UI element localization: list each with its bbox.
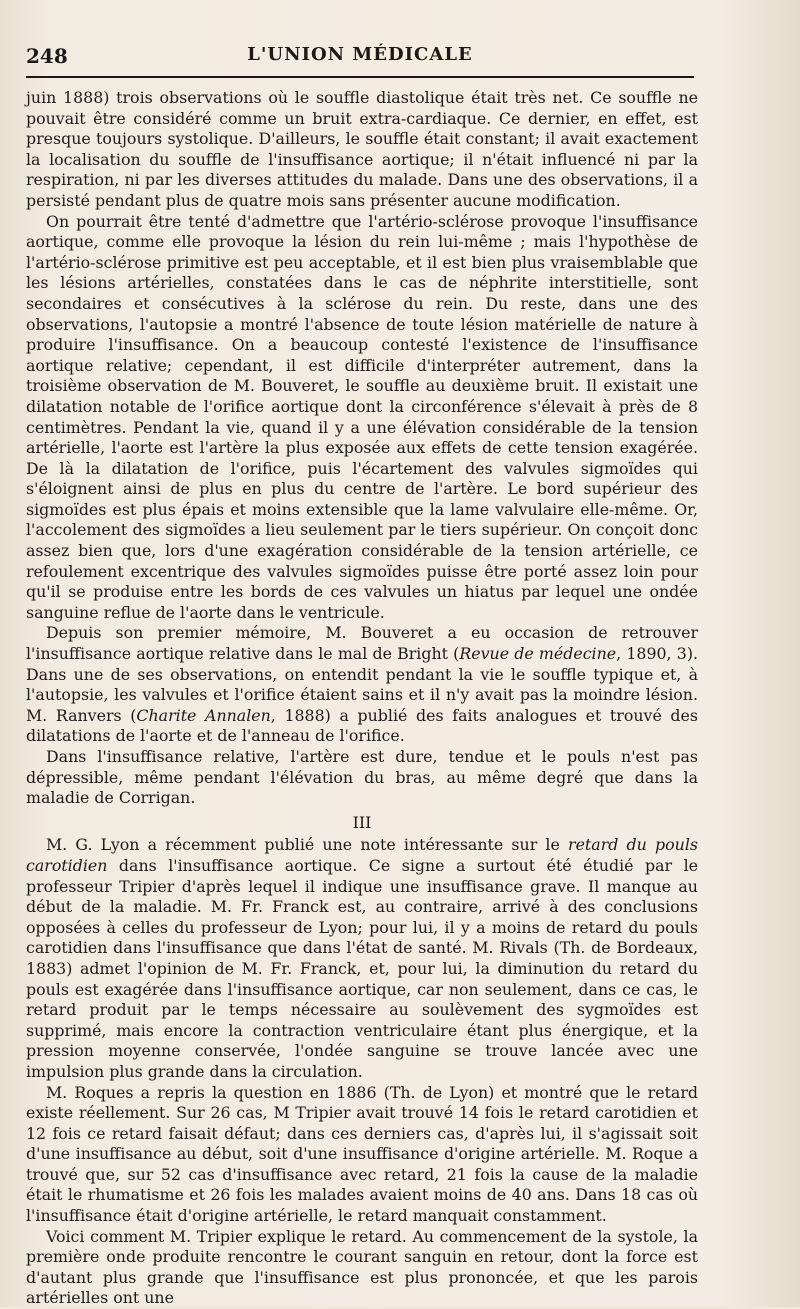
text-run: , 1888) a publié des faits analogues et trouvé des dilatations de l'aorte et de l'anneau de l'orifice.: [26, 705, 698, 746]
article-body: [26, 88, 698, 1309]
text-run: Voici comment M. Tripier explique le retard. Au commencement de la systole, la première onde produite rencontre le courant sanguin en retour, dont la force est d'autant plus grande que l'insuffisance est plus prononcée, et que les parois artérielles ont une: [26, 1226, 698, 1308]
paragraph: [26, 1227, 698, 1309]
paragraph: [26, 623, 698, 747]
text-run: M. G. Lyon a récemment publié une note intéressante sur le: [46, 835, 569, 855]
italic-citation: Charite Annalen: [136, 705, 271, 725]
italic-citation: retard du pouls carotidien: [26, 835, 698, 875]
text-run: juin 1888) trois observations où le souffle diastolique était très net. Ce souffle ne pouvait être considéré comme un bruit extra-cardiaque. Ce dernier, en effet, est presque toujours systolique. D'ailleurs, le souffle était constant; il avait exactement la localisation du souffle de l'insuffisance aortique; il n'était influencé ni par la respiration, ni par les diverses attitudes du malade. Dans une des observations, il a persisté pendant plus de quatre mois sans présenter aucune modification.: [26, 88, 698, 210]
paragraph: [26, 88, 698, 212]
section-number: III: [352, 812, 372, 832]
paragraph: [26, 835, 698, 1082]
header-rule: [26, 76, 694, 78]
text-run: Dans l'insuffisance relative, l'artère est dure, tendue et le pouls n'est pas dépressible, même pendant l'élévation du bras, au même degré que dans la maladie de Corrigan.: [26, 747, 698, 808]
page-number: 248: [26, 44, 68, 68]
italic-citation: Revue de médecine: [459, 644, 617, 664]
text-run: Depuis son premier mémoire, M. Bouveret a eu occasion de retrouver l'insuffisance aortique relative dans le mal de Bright (: [26, 623, 698, 664]
paragraph: [26, 1083, 698, 1227]
text-run: On pourrait être tenté d'admettre que l'artério-sclérose provoque l'insuffisance aortique, comme elle provoque la lésion du rein lui-même ; mais l'hypothèse de l'artério-sclérose primitive est peu acceptable, et il est bien plus vraisemblable que les lésions artérielles, constatées dans le cas de néphrite interstitielle, sont secondaires et consécutives à la sclérose du rein. Du reste, dans une des observations, l'autopsie a montré l'absence de toute lésion matérielle de nature à produire l'insuffisance. On a beaucoup contesté l'existence de l'insuffisance aortique relative; cependant, il est difficile d'interpréter autrement, dans la troisième observation de M. Bouveret, le souffle au deuxième bruit. Il existait une dilatation notable de l'orifice aortique dont la circonférence s'élevait à près de 8 centimètres. Pendant la vie, quand il y a une élévation considérable de la tension artérielle, l'aorte est l'artère la plus exposée aux effets de cette tension exagérée. De là la dilatation de l'orifice, puis l'écartement des valvules sigmoïdes qui s'éloignent ainsi de plus en plus du centre de l'artère. Le bord supérieur des sigmoïdes est plus épais et moins extensible que la lame valvulaire elle-même. Or, l'accolement des sigmoïdes a lieu seulement par le tiers supérieur. On conçoit donc assez bien que, lors d'une exagération considérable de la tension artérielle, ce refoulement excentrique des valvules sigmoïdes puisse être porté assez loin pour qu'il se produise entre les bords de ces valvules un hiatus par lequel une ondée sanguine reflue de l'aorte dans le ventricule.: [26, 211, 698, 622]
paragraph: [26, 747, 698, 809]
text-run: , 1890, 3). Dans une de ses observations, on entendit pendant la vie le souffle typique et, à l'autopsie, les valvules et l'orifice étaient sains et il n'y avait pas la moindre lésion. M. Ranvers (: [26, 644, 699, 725]
text-run: M. Roques a repris la question en 1886 (Th. de Lyon) et montré que le retard existe réellement. Sur 26 cas, M Tripier avait trouvé 14 fois le retard carotidien et 12 fois ce retard faisait défaut; dans ces derniers cas, d'après lui, il s'agissait soit d'une insuffisance au début, soit d'une insuffisance d'origine artérielle. M. Roque a trouvé que, sur 52 cas d'insuffisance avec retard, 21 fois la cause de la maladie était le rhumatisme et 26 fois les malades avaient moins de 40 ans. Dans 18 cas où l'insuffisance était d'origine artérielle, le retard manquait constamment.: [26, 1082, 698, 1226]
page-header: [26, 40, 694, 76]
running-title: L'UNION MÉDICALE: [247, 44, 473, 65]
text-run: dans l'insuffisance aortique. Ce signe a surtout été étudié par le professeur Tripier d'après lequel il indique une insuffisance grave. Il manque au début de la maladie. M. Fr. Franck est, au contraire, arrivé à des conclusions opposées à celles du professeur de Lyon; pour lui, il y a moins de retard du pouls carotidien dans l'insuffisance que dans l'état de santé. M. Rivals (Th. de Bordeaux, 1883) admet l'opinion de M. Fr. Franck, et, pour lui, la diminution du retard du pouls est exagérée dans l'insuffisance aortique, car non seulement, dans ce cas, le retard produit par le temps nécessaire au soulèvement des sygmoïdes est supprimé, mais encore la contraction ventriculaire étant plus énergique, et la pression moyenne conservée, l'ondée sanguine se trouve lancée avec une impulsion plus grande dans la circulation.: [26, 855, 698, 1081]
paragraph: [26, 212, 698, 624]
